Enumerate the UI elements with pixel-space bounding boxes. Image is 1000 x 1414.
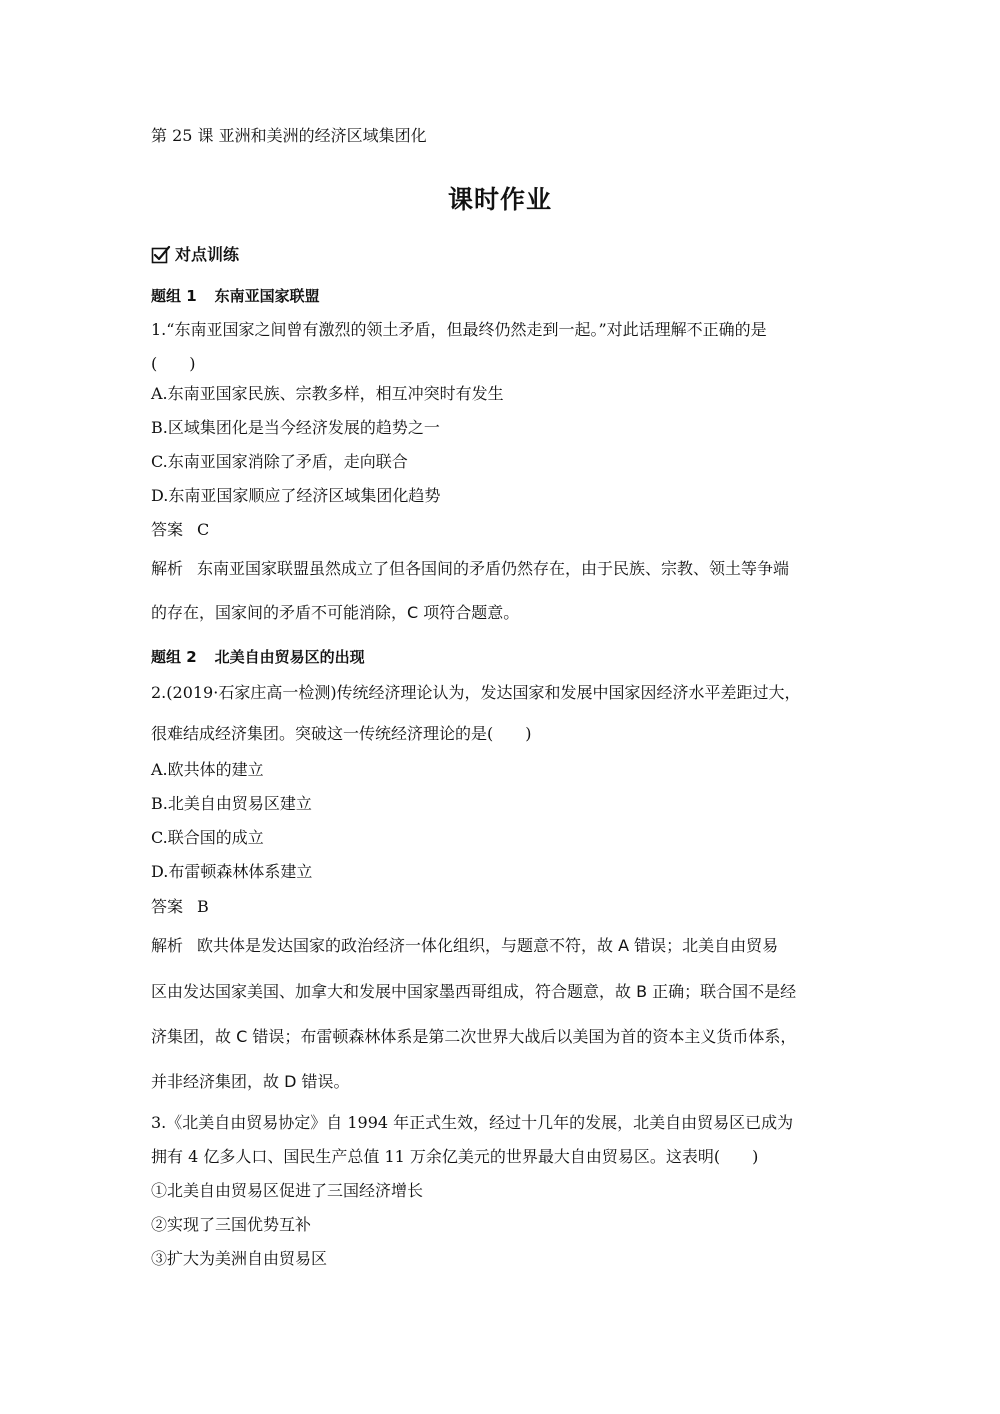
q2-option-d: D.布雷顿森林体系建立	[151, 862, 313, 881]
q2-stem-line-2: 很难结成经济集团。突破这一传统经济理论的是( )	[151, 724, 532, 743]
q3-stem-line-1: 3.《北美自由贸易协定》自 1994 年正式生效，经过十几年的发展，北美自由贸易区已成为	[151, 1113, 794, 1132]
q2-analysis-line-2: 区由发达国家美国、加拿大和发展中国家墨西哥组成，符合题意，故 B 正确；联合国不是经	[151, 982, 797, 1001]
group-2-heading	[151, 647, 365, 667]
section-label: 对点训练	[175, 245, 240, 264]
group-1-title: 东南亚国家联盟	[214, 287, 320, 305]
group-1-heading	[151, 286, 320, 306]
q1-option-a: A.东南亚国家民族、宗教多样，相互冲突时有发生	[151, 384, 504, 403]
q2-answer	[151, 897, 209, 917]
q3-item-1: ①北美自由贸易区促进了三国经济增长	[151, 1181, 424, 1200]
q2-option-c: C.联合国的成立	[151, 828, 264, 847]
q1-analysis-label: 解析	[151, 559, 184, 578]
q3-item-2: ②实现了三国优势互补	[151, 1215, 312, 1234]
section-heading	[151, 245, 239, 265]
q1-answer-value: C	[197, 520, 210, 539]
q1-option-d: D.东南亚国家顺应了经济区域集团化趋势	[151, 486, 441, 505]
q2-analysis-text-1: 欧共体是发达国家的政治经济一体化组织，与题意不符，故 A 错误；北美自由贸易	[197, 936, 779, 955]
group-2-title: 北美自由贸易区的出现	[214, 648, 365, 666]
q1-analysis-line-1	[151, 559, 789, 579]
q2-analysis-line-3: 济集团，故 C 错误；布雷顿森林体系是第二次世界大战后以美国为首的资本主义货币体系，	[151, 1027, 797, 1046]
q3-item-3: ③扩大为美洲自由贸易区	[151, 1249, 328, 1268]
q2-analysis-label: 解析	[151, 936, 184, 955]
q1-analysis-text-1: 东南亚国家联盟虽然成立了但各国间的矛盾仍然存在，由于民族、宗教、领土等争端	[197, 559, 790, 578]
q2-option-b: B.北美自由贸易区建立	[151, 794, 312, 813]
group-1-label: 题组 1	[151, 287, 197, 305]
q3-stem-line-2: 拥有 4 亿多人口、国民生产总值 11 万余亿美元的世界最大自由贸易区。这表明( )	[151, 1147, 759, 1166]
lesson-title: 第 25 课 亚洲和美洲的经济区域集团化	[151, 126, 427, 145]
group-2-label: 题组 2	[151, 648, 197, 666]
q2-answer-value: B	[197, 897, 209, 916]
q1-stem-line-1: 1.“东南亚国家之间曾有激烈的领土矛盾，但最终仍然走到一起。”对此话理解不正确的是	[151, 320, 767, 339]
q2-analysis-line-1	[151, 936, 778, 956]
q1-answer	[151, 520, 209, 540]
q1-option-b: B.区域集团化是当今经济发展的趋势之一	[151, 418, 440, 437]
q2-option-a: A.欧共体的建立	[151, 760, 264, 779]
q2-answer-label: 答案	[151, 897, 184, 916]
q2-analysis-line-4: 并非经济集团，故 D 错误。	[151, 1072, 350, 1091]
page-title: 课时作业	[447, 185, 552, 214]
checkbox-check-icon	[151, 245, 171, 265]
q1-option-c: C.东南亚国家消除了矛盾，走向联合	[151, 452, 408, 471]
q1-answer-label: 答案	[151, 520, 184, 539]
q2-stem-line-1: 2.(2019·石家庄高一检测)传统经济理论认为，发达国家和发展中国家因经济水平差距过大，	[151, 683, 801, 702]
q1-stem-line-2: ( )	[151, 354, 196, 373]
q1-analysis-line-2: 的存在，国家间的矛盾不可能消除，C 项符合题意。	[151, 603, 520, 622]
